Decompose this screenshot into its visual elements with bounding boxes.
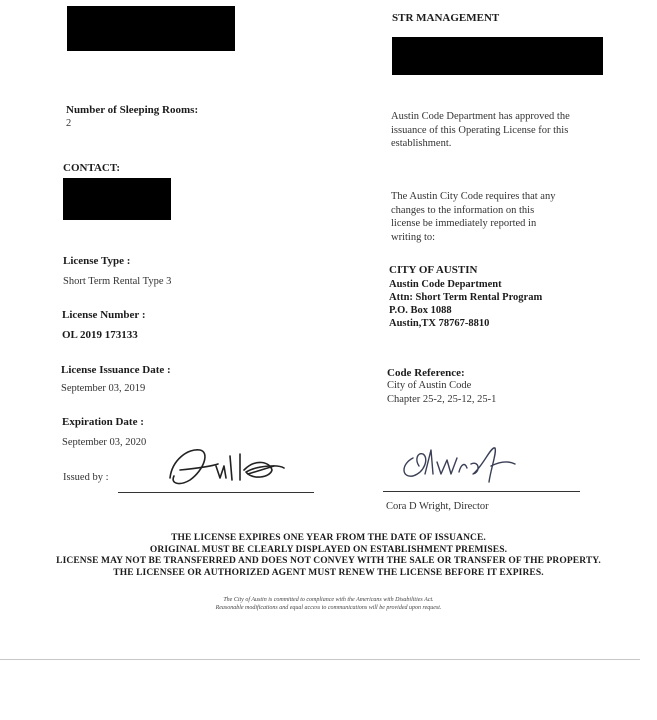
approval-line: issuance of this Operating License for this (391, 124, 569, 136)
issuance-date-value: September 03, 2019 (61, 383, 146, 394)
issuer-signature (160, 440, 290, 492)
license-number-value: OL 2019 173133 (62, 329, 138, 341)
requirement-line: writing to: (391, 231, 436, 243)
requirement-line: The Austin City Code requires that any (391, 191, 556, 202)
code-reference (387, 367, 496, 406)
approval-line: Austin Code Department has approved the (391, 111, 570, 122)
notice-line: LICENSE MAY NOT BE TRANSFERRED AND DOES NOT CONVEY WITH THE SALE OR TRANSFER OF THE PROPERTY. (56, 556, 601, 566)
issued-by-label: Issued by : (63, 472, 109, 483)
notice-line: THE LICENSE EXPIRES ONE YEAR FROM THE DATE OF ISSUANCE. (171, 533, 486, 543)
address-line: P.O. Box 1088 (389, 305, 452, 316)
approval-statement (391, 110, 570, 151)
redacted-contact-block (63, 178, 171, 220)
mailing-address (389, 264, 542, 330)
contact-label: CONTACT: (63, 162, 121, 174)
notice-line: ORIGINAL MUST BE CLEARLY DISPLAYED ON ESTABLISHMENT PREMISES. (149, 544, 508, 555)
issuer-signature-line (118, 492, 314, 493)
sleeping-rooms-label: Number of Sleeping Rooms: (66, 104, 199, 116)
redacted-management-block (392, 37, 603, 75)
str-management-title: STR MANAGEMENT (392, 12, 500, 24)
sleeping-rooms-value: 2 (66, 118, 72, 129)
address-line: Austin Code Department (389, 279, 502, 290)
requirement-line: changes to the information on this (391, 204, 535, 216)
director-name: Cora D Wright, Director (386, 501, 489, 512)
expiration-date-label: Expiration Date : (62, 416, 144, 428)
director-signature-line (383, 491, 580, 492)
requirement-line: license be immediately reported in (391, 218, 537, 229)
approval-line: establishment. (391, 138, 452, 149)
code-reference-line: Chapter 25-2, 25-12, 25-1 (387, 393, 497, 405)
code-reference-label: Code Reference: (387, 367, 465, 379)
expiration-date-value: September 03, 2020 (62, 437, 147, 448)
fine-print-line: Reasonable modifications and equal access to communications will be provided upon request. (215, 605, 442, 611)
address-line: Attn: Short Term Rental Program (389, 292, 543, 303)
license-number-label: License Number : (62, 309, 146, 321)
ada-fine-print (0, 596, 657, 612)
code-reference-line: City of Austin Code (387, 380, 472, 391)
fine-print-line: The City of Austin is committed to compliance with the Americans with Disabilities Act. (223, 597, 434, 603)
license-notice (0, 533, 657, 579)
redacted-name-block (67, 6, 235, 51)
address-city: CITY OF AUSTIN (389, 264, 478, 276)
license-type-label: License Type : (63, 255, 131, 267)
director-signature (395, 438, 525, 490)
reporting-requirement (391, 190, 555, 244)
license-type-value: Short Term Rental Type 3 (63, 276, 172, 287)
notice-line: THE LICENSEE OR AUTHORIZED AGENT MUST RENEW THE LICENSE BEFORE IT EXPIRES. (113, 567, 544, 578)
issuance-date-label: License Issuance Date : (61, 364, 171, 376)
address-line: Austin,TX 78767-8810 (389, 318, 490, 329)
page-bottom-rule (0, 659, 640, 660)
